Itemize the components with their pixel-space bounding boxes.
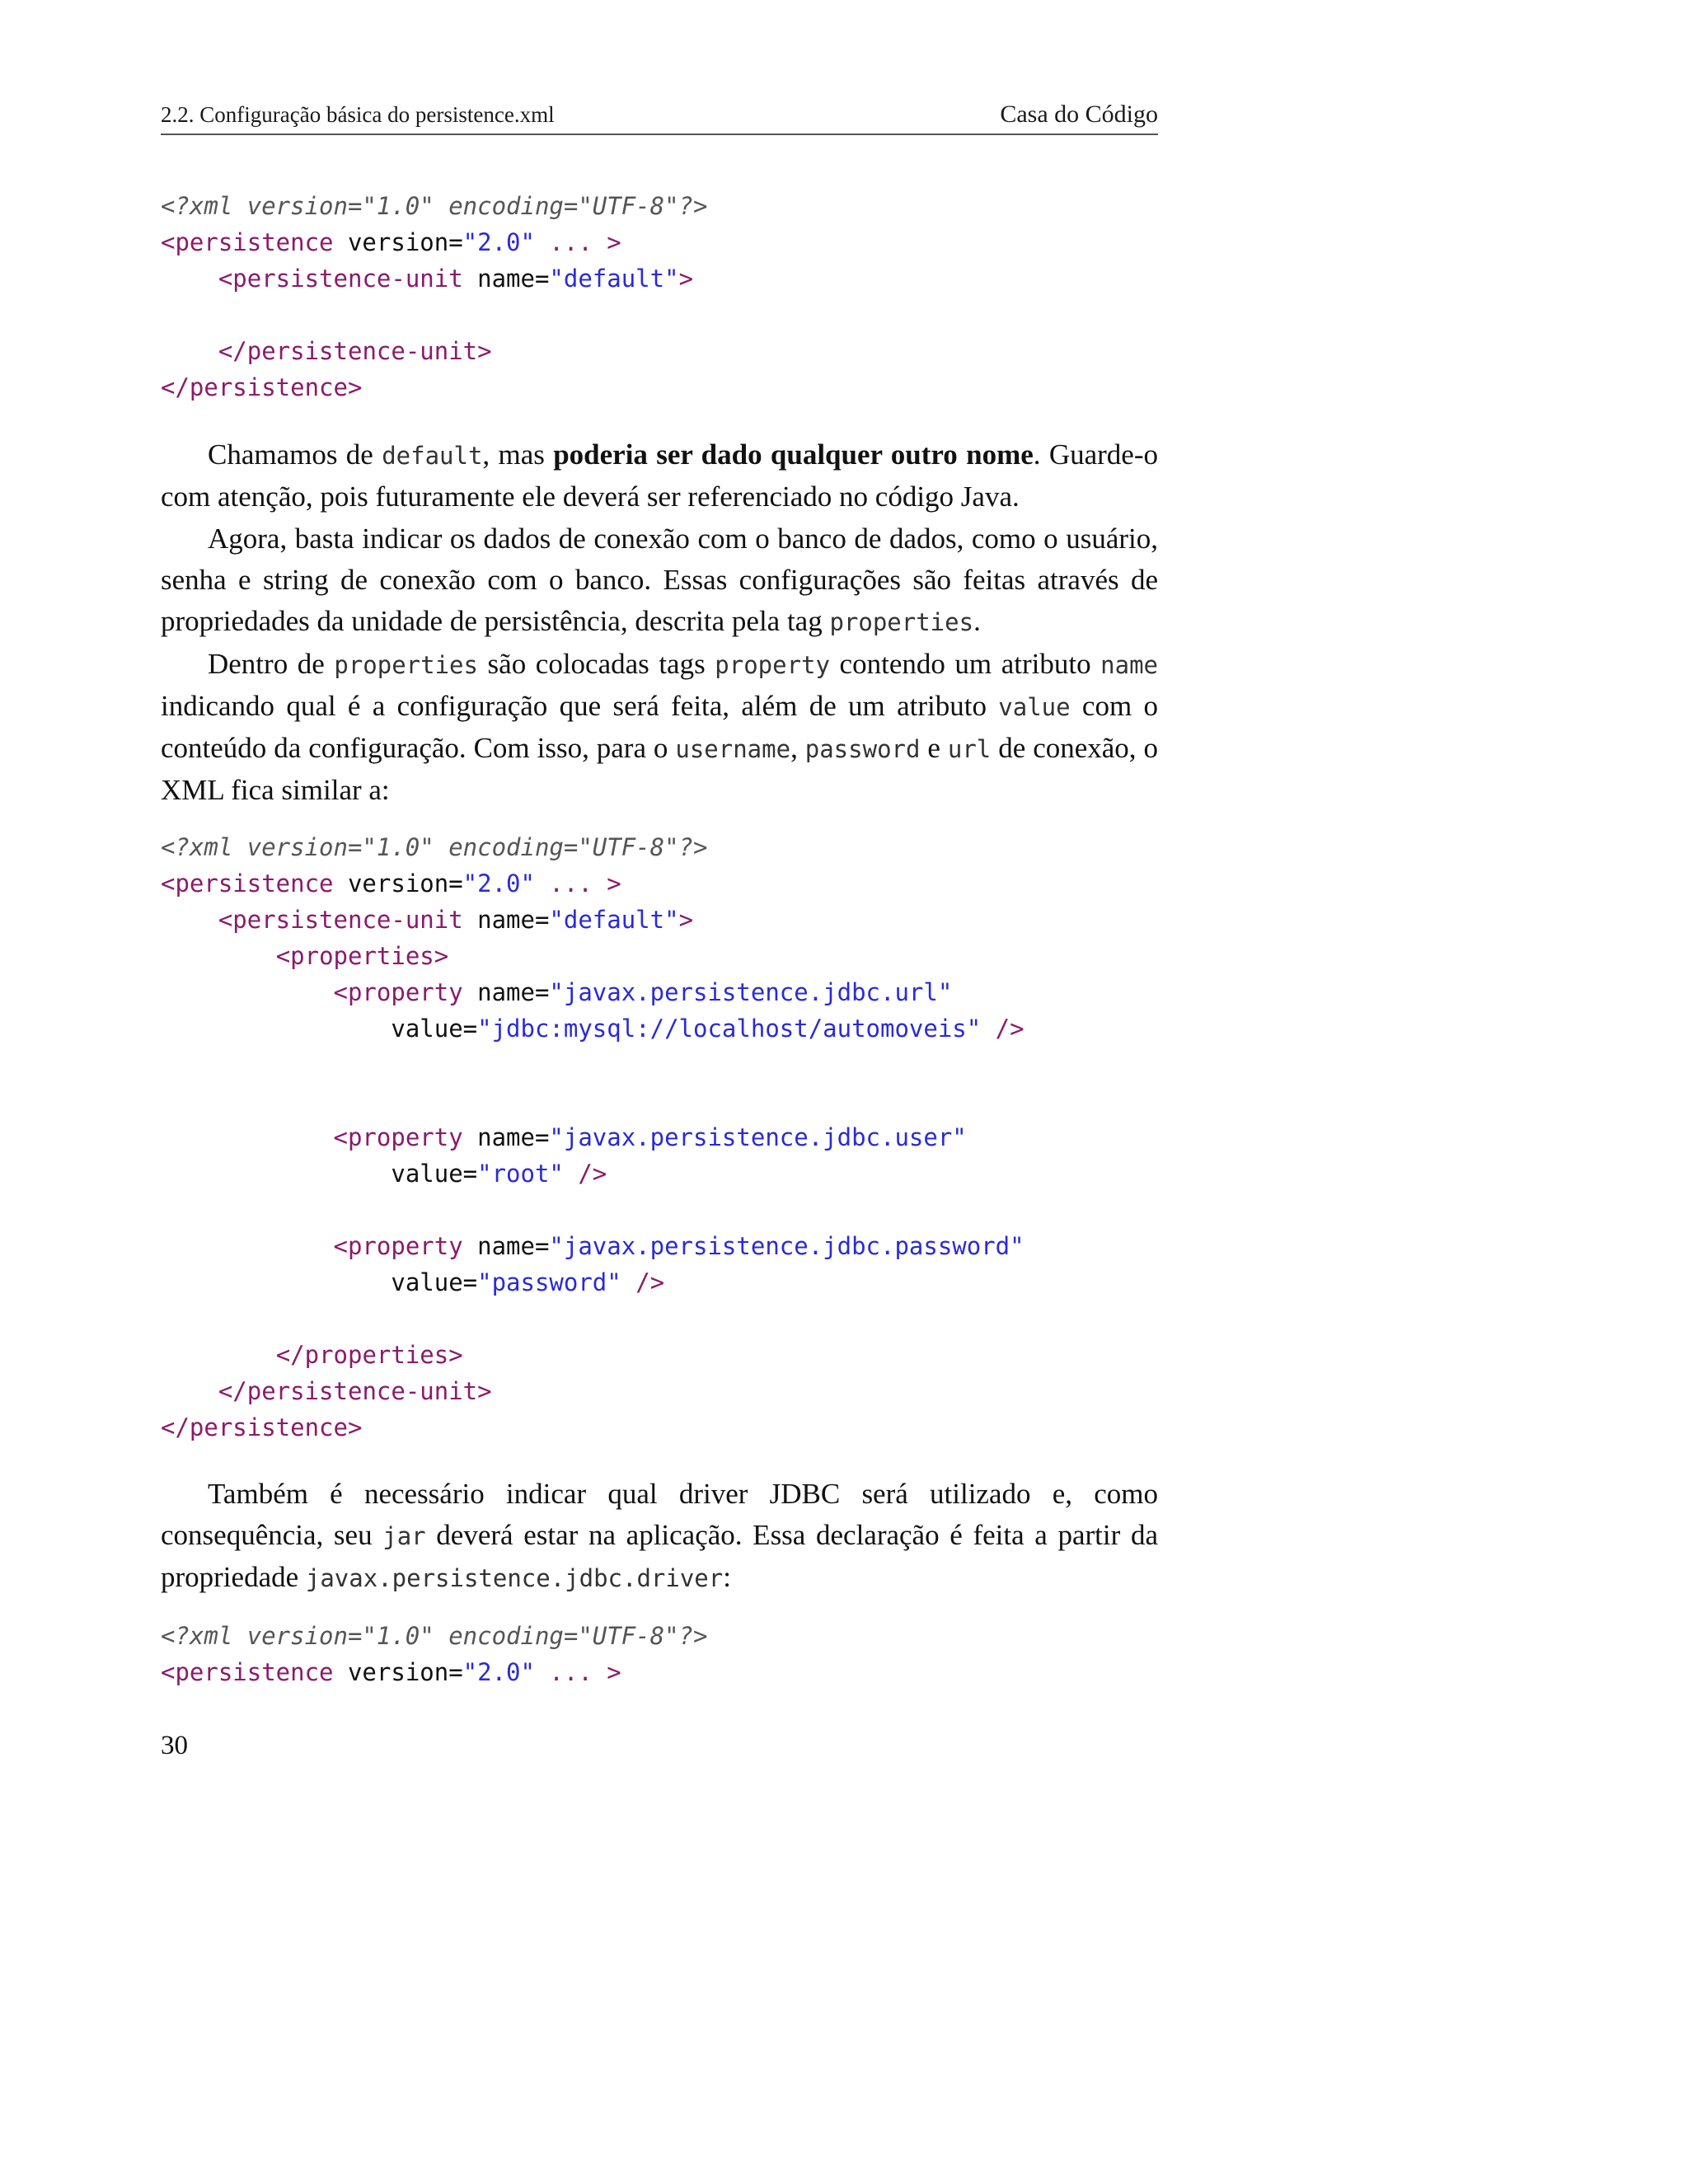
value-attr: value= [391,1015,478,1043]
inline-code: username [675,735,791,763]
persistence-close-tag: </persistence> [161,1413,363,1441]
inline-code: url [947,735,992,763]
paragraph [161,644,1158,811]
value-attr: value= [391,1160,478,1188]
password-property-value: "password" [477,1268,621,1296]
unit-open-bracket: > [678,906,694,934]
paragraph [161,434,1158,518]
unit-name-value: "default" [549,265,679,293]
book-page [161,0,1158,2184]
code-line [161,902,1158,938]
text-run: contendo um atributo [829,648,1101,680]
unit-name-value: "default" [549,906,679,934]
inline-code: property [715,651,830,679]
inline-code: name [1100,651,1158,679]
code-line [161,1337,1158,1373]
persistence-open-tag: <persistence [161,228,334,256]
code-line [161,1155,1158,1192]
code-blank-line [161,1192,1158,1228]
properties-close-tag: </properties> [275,1341,463,1369]
code-line [161,224,1158,260]
code-blank-line [161,1083,1158,1119]
code-line [161,1264,1158,1301]
self-close: /> [981,1015,1025,1043]
unit-close-tag: </persistence-unit> [218,337,492,365]
property-tag: <property [333,1232,463,1260]
version-value: "2.0" [462,228,535,256]
persistence-open-tag: <persistence [161,1658,334,1686]
version-value: "2.0" [462,1658,535,1686]
version-attr: version= [333,228,463,256]
text-run: são colocadas tags [477,648,715,680]
code-line [161,1373,1158,1409]
name-attr: name= [462,1232,550,1260]
inline-code: javax.persistence.jdbc.driver [305,1564,724,1592]
url-property-value: "jdbc:mysql://localhost/automoveis" [477,1015,982,1043]
code-line [161,829,1158,865]
name-attr: name= [462,1123,550,1151]
code-blank-line [161,1301,1158,1337]
property-tag: <property [333,978,463,1006]
code-line [161,1618,1158,1654]
code-line [161,1654,1158,1690]
unit-open-tag: <persistence-unit [218,906,463,934]
text-run: indicando qual é a configuração que será feita, além de um atributo [161,690,999,722]
code-blank-line [161,1047,1158,1083]
self-close: /> [621,1268,665,1296]
version-attr: version= [333,1658,463,1686]
bold-text: poderia ser dado qualquer outro nome [553,438,1034,471]
persistence-rest: ... > [534,869,621,898]
prose-block-2 [161,1474,1158,1600]
persistence-rest: ... > [534,1658,621,1686]
code-line [161,1119,1158,1155]
code-line [161,1228,1158,1264]
text-run: e [920,732,948,764]
xml-declaration: <?xml version="1.0" encoding="UTF-8"?> [161,1622,708,1650]
unit-name-attr: name= [462,906,550,934]
persistence-rest: ... > [534,228,621,256]
running-header [161,97,1158,135]
code-line [161,865,1158,902]
self-close: /> [563,1160,607,1188]
code-line [161,333,1158,369]
publisher-name: Casa do Código [1000,101,1158,128]
text-run: Também é necessário indicar qual driver JDBC será utilizado e, como consequência, seu [161,1478,1158,1551]
persistence-close-tag: </persistence> [161,373,363,401]
paragraph [161,1474,1158,1599]
unit-close-tag: </persistence-unit> [218,1377,492,1405]
page-number: 30 [161,1731,188,1760]
text-run: Chamamos de [208,438,382,471]
xml-declaration: <?xml version="1.0" encoding="UTF-8"?> [161,833,708,861]
inline-code: properties [829,608,974,636]
code-line [161,260,1158,297]
url-property-name: "javax.persistence.jdbc.url" [549,978,953,1006]
text-run: , [790,732,805,764]
code-block-3 [161,1618,1158,1690]
text-run: . Guarde-o com atenção, pois futuramente ele deverá ser referenciado no código Java. [161,438,1158,513]
name-attr: name= [462,978,550,1006]
unit-open-tag: <persistence-unit [218,265,463,293]
code-line [161,938,1158,974]
text-run: . [973,605,981,637]
inline-code: password [804,735,921,763]
text-run: Dentro de [208,648,335,680]
code-block-2 [161,829,1158,1446]
version-value: "2.0" [462,869,535,898]
user-property-value: "root" [477,1160,564,1188]
code-line [161,369,1158,405]
user-property-name: "javax.persistence.jdbc.user" [549,1123,967,1151]
text-run: deverá estar na aplicação. Essa declaração é feita a partir da propriedade [161,1519,1158,1593]
persistence-open-tag: <persistence [161,869,334,898]
inline-code: default [382,442,483,470]
code-blank-line [161,297,1158,333]
inline-code: jar [382,1522,426,1550]
text-run: de conexão, o XML fica similar a: [161,732,1159,806]
inline-code: value [998,693,1071,721]
code-line [161,1010,1158,1047]
properties-open-tag: <properties> [275,942,449,970]
password-property-name: "javax.persistence.jdbc.password" [549,1232,1025,1260]
text-run: com o conteúdo da configuração. Com isso, para o [161,690,1158,764]
code-line [161,974,1158,1010]
paragraph [161,518,1158,643]
property-tag: <property [333,1123,463,1151]
unit-open-bracket: > [678,265,694,293]
inline-code: properties [334,651,478,679]
value-attr: value= [391,1268,478,1296]
text-run: Agora, basta indicar os dados de conexão com o banco de dados, como o usuário, senha e string de conexão com o banco. Essas configurações são feitas através de propriedades da unidade de persistência, descrita pela tag [161,523,1158,637]
code-line [161,1409,1158,1446]
code-block-1 [161,188,1158,405]
text-run: : [723,1561,731,1593]
code-line [161,188,1158,224]
text-run: , mas [482,438,554,471]
unit-name-attr: name= [462,265,550,293]
version-attr: version= [333,869,463,898]
xml-declaration: <?xml version="1.0" encoding="UTF-8"?> [161,192,708,220]
section-title: 2.2. Configuração básica do persistence.xml [161,102,555,127]
prose-block-1 [161,434,1158,812]
